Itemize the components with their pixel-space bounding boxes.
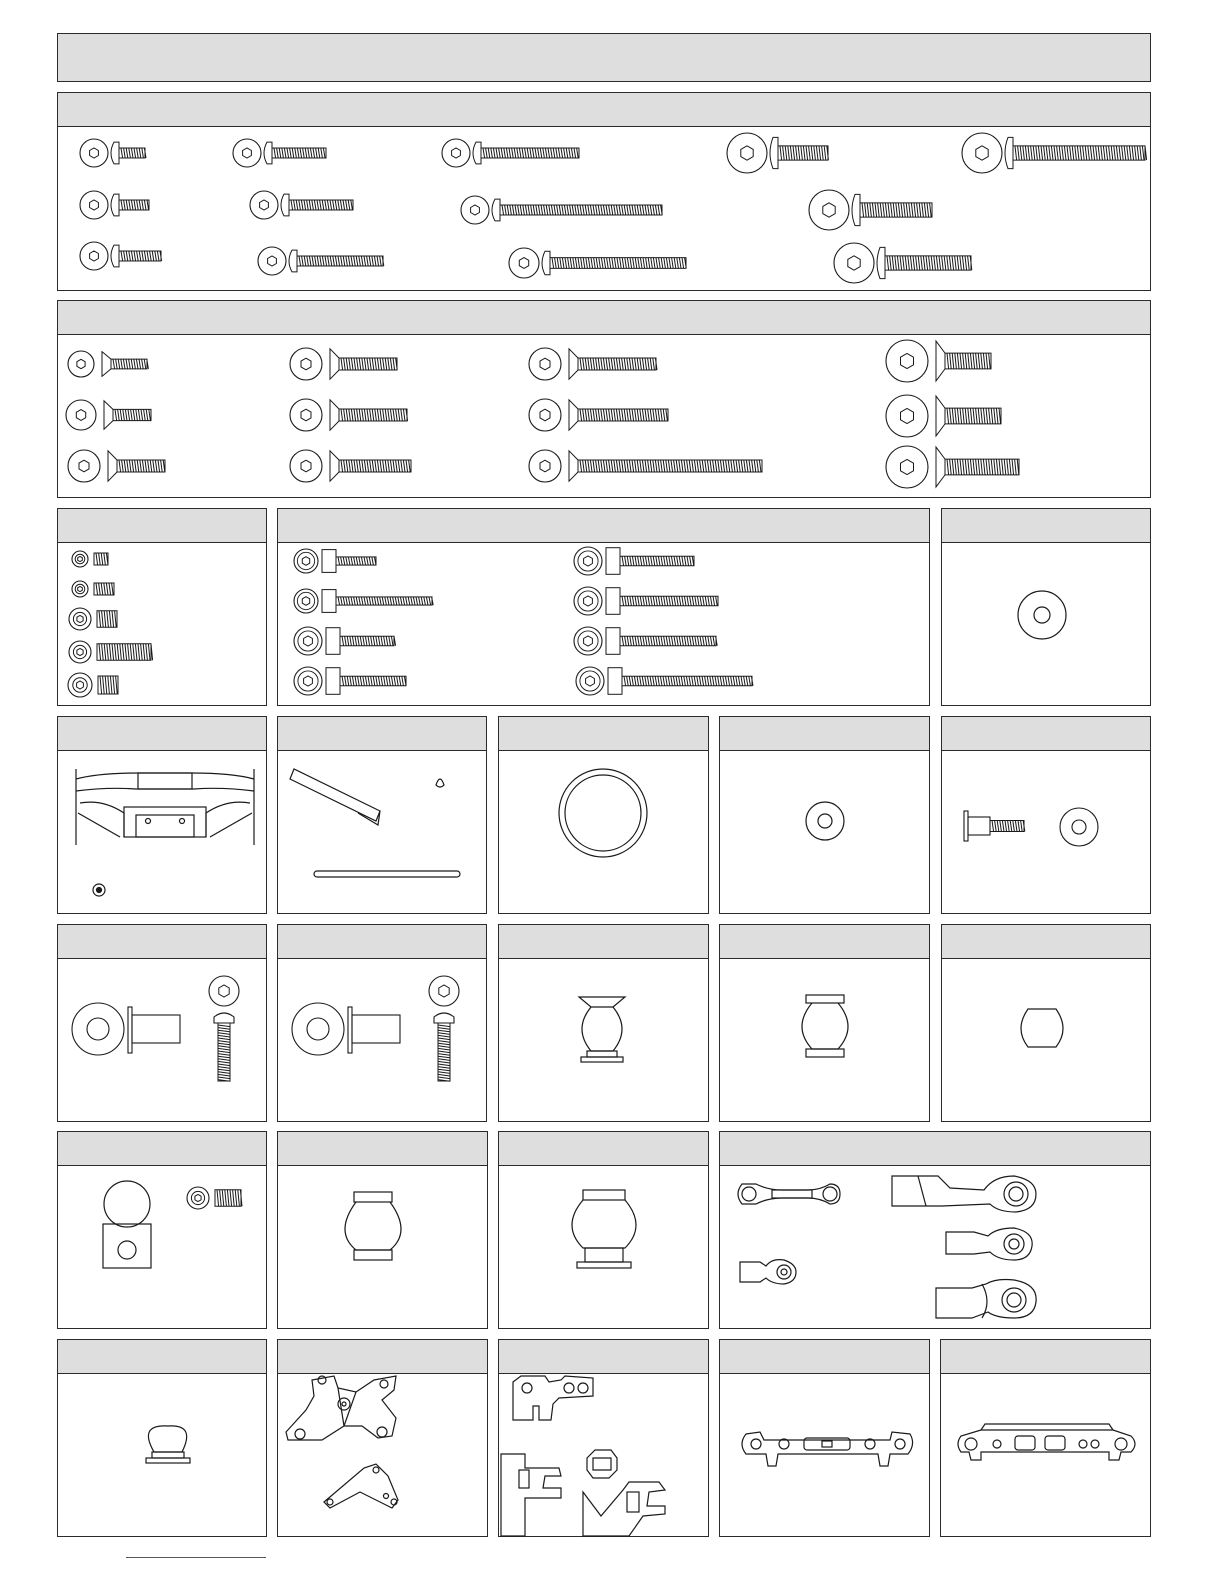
washer-icon [1018,591,1066,639]
o-ring-art [499,717,710,915]
cap-head-screw-icon [294,589,433,613]
mounts-section [498,1339,709,1537]
pivot-ball-e-art [499,1132,710,1330]
arm-bracket-right-icon [583,1482,665,1536]
rod-end-offset-icon [936,1280,1036,1319]
shoulder-screw-art [942,717,1152,915]
button-head-screw-icon [80,242,162,270]
rod-end-large-icon [892,1176,1036,1212]
arm-mount-icon [958,1424,1135,1460]
mounts-art [499,1340,710,1538]
arm-mount-a-art [720,1340,931,1538]
ball-stud-art [58,1340,268,1538]
arm-mount-icon [742,1432,913,1466]
o-ring-icon [559,769,647,857]
cap-head-screw-icon [294,549,376,573]
washer-icon [292,1003,344,1055]
tape-and-rod-art [278,717,488,915]
button-head-screw-icon [834,243,972,283]
flat-head-screw-icon [886,395,1001,437]
pivot-ball-e-section [498,1131,709,1329]
cap-head-screws-art [278,509,931,707]
pivot-ball-c-art [942,925,1152,1123]
shoulder-screw-section [941,716,1151,914]
flat-head-screw-icon [529,399,668,431]
pivot-ball-b-art [720,925,931,1123]
button-head-screw-icon [727,133,828,173]
set-screw-icon [68,673,118,697]
bushing-set-b-section [277,924,487,1122]
button-head-screw-icon [80,191,149,219]
button-head-screws-art [58,93,1152,292]
clip-icon [436,779,444,787]
page-title-bar [57,33,1151,82]
ball-stud-section [57,1339,267,1537]
pivot-ball-c-section [941,924,1151,1122]
pivot-ball-icon [802,995,848,1057]
cap-head-screw-icon [574,547,694,575]
flat-head-screw-icon [68,351,148,377]
rod-ends-section [719,1131,1151,1329]
button-head-screw-icon [461,196,662,224]
o-ring-section [498,716,709,914]
turnbuckle-link-icon [738,1184,840,1204]
flat-head-screw-icon [290,450,411,482]
set-screw-icon [72,581,114,597]
rod-ends-art [720,1132,1152,1330]
button-head-screw-icon [962,133,1147,173]
flat-head-screw-icon [529,450,762,482]
small-washer-section [719,716,930,914]
button-head-screw-icon [429,976,459,1081]
button-head-screw-icon [250,191,353,219]
footer-link-underline [126,1557,266,1558]
button-head-screw-icon [258,247,384,275]
washer-art [942,509,1152,707]
set-screws-section [57,508,267,706]
tape-and-rod-section [277,716,487,914]
ball-stud-art [58,1132,268,1330]
flat-head-screw-icon [886,446,1019,488]
bushing-set-a-art [58,925,268,1123]
wing-section [57,716,267,914]
button-head-screw-icon [809,190,932,230]
rod-end-medium-icon [946,1228,1032,1260]
pivot-ball-a-section [498,924,709,1122]
pivot-ball-d-art [278,1132,489,1330]
servo-mount-icon [513,1376,593,1420]
small-washer-art [720,717,931,915]
ball-stud-icon [103,1181,151,1268]
pivot-ball-icon [146,1426,190,1463]
button-head-screw-icon [233,139,326,167]
flat-head-screw-icon [68,450,165,482]
cap-head-screws-section [277,508,930,706]
button-head-screws-section [57,92,1151,291]
rod-icon [314,871,460,877]
washer-icon [806,802,844,840]
bumper-mount-icon [587,1450,617,1478]
bushing-set-b-art [278,925,488,1123]
pivot-ball-b-section [719,924,930,1122]
shoulder-screw-icon [964,811,1025,841]
button-head-screw-icon [80,139,146,167]
washer-icon [72,1003,124,1055]
flat-head-screws-section [57,300,1151,498]
pivot-ball-icon [579,997,625,1062]
flat-head-screws-art [58,301,1152,499]
set-screws-art [58,509,268,707]
bushing-icon [128,1007,180,1053]
shock-tower-section [277,1339,488,1537]
pivot-ball-a-art [499,925,710,1123]
arm-bracket-left-icon [501,1454,561,1536]
pivot-ball-d-section [277,1131,488,1329]
flat-head-screw-icon [290,348,397,380]
cap-head-screw-icon [294,667,406,695]
set-screw-icon [69,608,117,630]
cap-head-screw-icon [294,627,396,655]
wing-mount-plate-icon [324,1464,398,1508]
pivot-ball-icon [345,1192,401,1260]
arm-mount-b-section [940,1339,1151,1537]
pivot-ball-icon [572,1190,636,1268]
cap-head-screw-icon [574,587,718,615]
set-screw-icon [72,551,108,567]
washer-icon [1060,808,1098,846]
small-washer-icon [93,884,105,896]
ball-stud-set-screw-section [57,1131,267,1329]
pivot-ball-icon [1021,1009,1063,1047]
button-head-screw-icon [442,139,579,167]
rod-end-small-icon [740,1260,796,1284]
shock-tower-art [278,1340,489,1538]
button-head-screw-icon [209,976,239,1081]
bushing-set-a-section [57,924,267,1122]
cap-head-screw-icon [576,667,753,695]
set-screw-icon [69,641,153,663]
rear-wing-art [58,717,268,915]
button-head-screw-icon [509,248,686,278]
washer-section [941,508,1151,706]
arm-mount-a-section [719,1339,930,1537]
arm-mount-b-art [941,1340,1152,1538]
flat-head-screw-icon [290,399,408,431]
flat-head-screw-icon [529,348,657,380]
bushing-icon [348,1007,400,1053]
flat-head-screw-icon [886,340,991,382]
set-screw-icon [187,1187,242,1209]
shock-tower-icon [286,1376,396,1440]
cap-head-screw-icon [574,627,717,655]
flat-head-screw-icon [66,400,151,430]
